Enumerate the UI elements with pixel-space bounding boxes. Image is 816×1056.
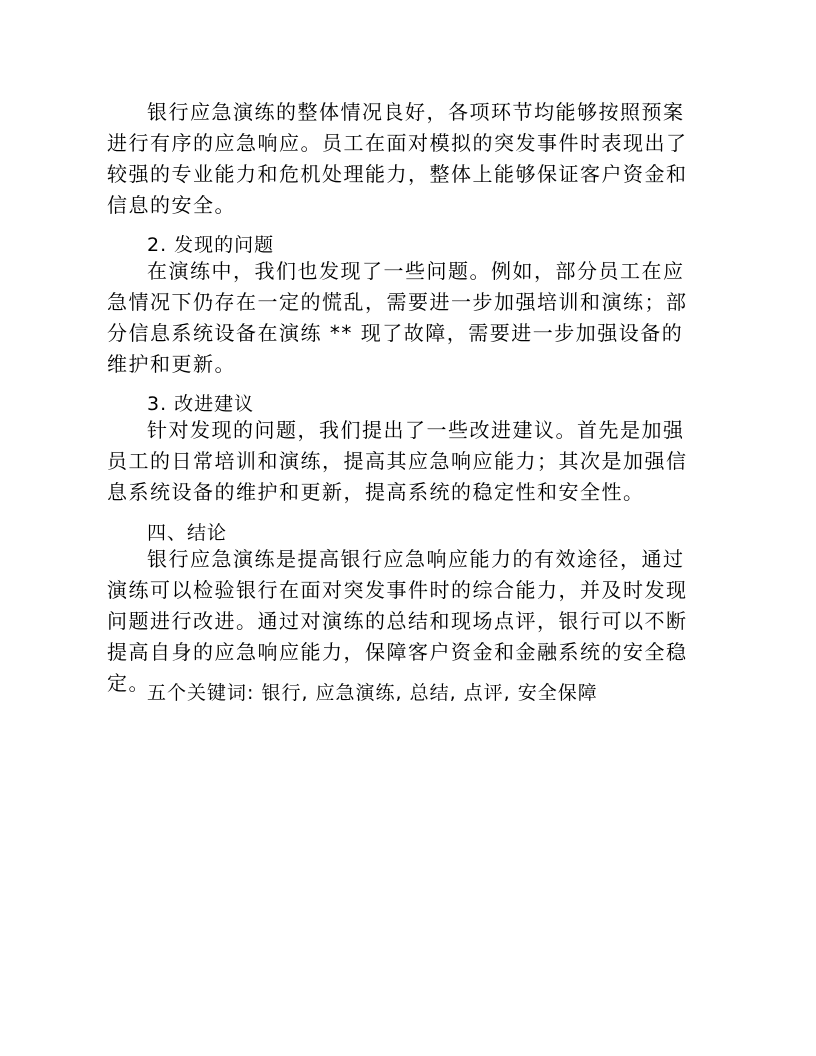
- intro-paragraph: 银行应急演练的整体情况良好，各项环节均能够按照预案进行有序的应急响应。员工在面对模拟的突发事件时表现出了较强的专业能力和危机处理能力，整体上能够保证客户资金和信息的安全。: [107, 100, 688, 217]
- section-heading-conclusion: 四、结论: [147, 522, 228, 544]
- section-heading-problems: 2. 发现的问题: [147, 234, 275, 256]
- conclusion-paragraph: 银行应急演练是提高银行应急响应能力的有效途径，通过演练可以检验银行在面对突发事件时的综合能力，并及时发现问题进行改进。通过对演练的总结和现场点评，银行可以不断提高自身的应急响应能力，保障客户资金和金融系统的安全稳定。: [107, 547, 688, 695]
- suggestions-paragraph: 针对发现的问题，我们提出了一些改进建议。首先是加强员工的日常培训和演练，提高其应急响应能力；其次是加强信息系统设备的维护和更新，提高系统的稳定性和安全性。: [107, 418, 688, 504]
- problems-paragraph: 在演练中，我们也发现了一些问题。例如，部分员工在应急情况下仍存在一定的慌乱，需要进一步加强培训和演练；部分信息系统设备在演练 ** 现了故障，需要进一步加强设备的维护和更新。: [107, 259, 688, 376]
- section-heading-suggestions: 3. 改进建议: [147, 393, 255, 415]
- keywords-line: 五个关键词: 银行, 应急演练, 总结, 点评, 安全保障: [147, 682, 598, 704]
